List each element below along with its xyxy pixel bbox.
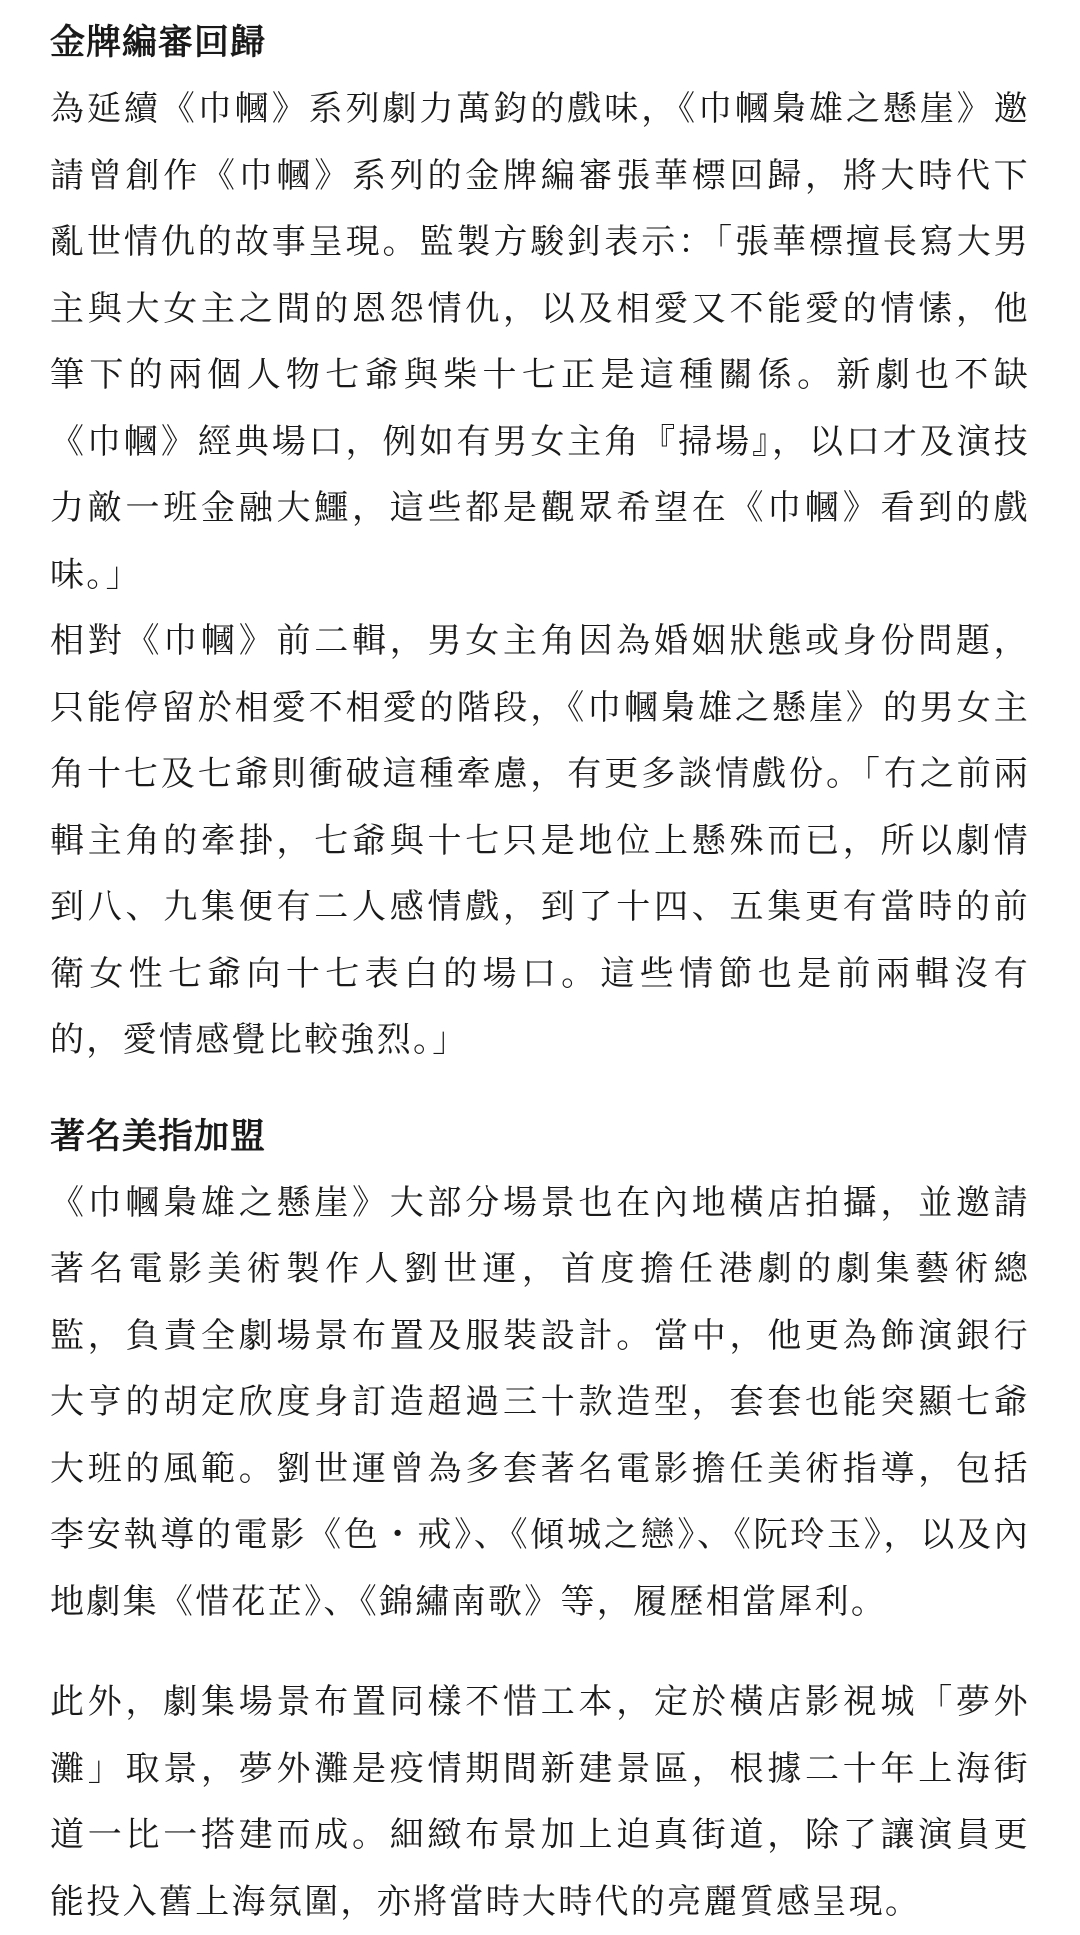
- paragraph: 《巾幗梟雄之懸崖》大部分場景也在內地橫店拍攝，並邀請著名電影美術製作人劉世運，首度擔任港劇的劇集藝術總監，負責全劇場景布置及服裝設計。當中，他更為飾演銀行大亨的胡定欣度身訂造超過三十款造型，套套也能突顯七爺大班的風範。劉世運曾為多套著名電影擔任美術指導，包括李安執導的電影《色・戒》、《傾城之戀》、《阮玲玉》，以及內地劇集《惜花芷》、《錦繡南歌》等，履歷相當犀利。: [50, 1182, 1030, 1622]
- section-heading-art-director: 著名美指加盟: [50, 1116, 267, 1157]
- section-spacer: [50, 1074, 1030, 1104]
- paragraph: 為延續《巾幗》系列劇力萬鈞的戲味，《巾幗梟雄之懸崖》邀請曾創作《巾幗》系列的金牌編審張華標回歸，將大時代下亂世情仇的故事呈現。監製方駿釗表示：「張華標擅長寫大男主與大女主之間的恩怨情仇，以及相愛又不能愛的情愫，他筆下的兩個人物七爺與柴十七正是這種關係。新劇也不缺《巾幗》經典場口，例如有男女主角『掃場』，以口才及演技力敵一班金融大鱷，這些都是觀眾希望在《巾幗》看到的戲味。」: [50, 89, 1030, 595]
- section-heading-golden-editor: 金牌編審回歸: [50, 23, 267, 63]
- paragraph: 相對《巾幗》前二輯，男女主角因為婚姻狀態或身份問題，只能停留於相愛不相愛的階段，《巾幗梟雄之懸崖》的男女主角十七及七爺則衝破這種牽慮，有更多談情戲份。「冇之前兩輯主角的牽掛，七爺與十七只是地位上懸殊而已，所以劇情到八、九集便有二人感情戲，到了十四、五集更有當時的前衛女性七爺向十七表白的場口。這些情節也是前兩輯沒有的，愛情感覺比較強烈。」: [50, 621, 1030, 1060]
- paragraph-spacer: [50, 1635, 1030, 1669]
- paragraph: 此外，劇集場景布置同樣不惜工本，定於橫店影視城「夢外灘」取景，夢外灘是疫情期間新建景區，根據二十年上海街道一比一搭建而成。細緻布景加上迫真街道，除了讓演員更能投入舊上海氛圍，亦將當時大時代的亮麗質感呈現。: [50, 1682, 1030, 1922]
